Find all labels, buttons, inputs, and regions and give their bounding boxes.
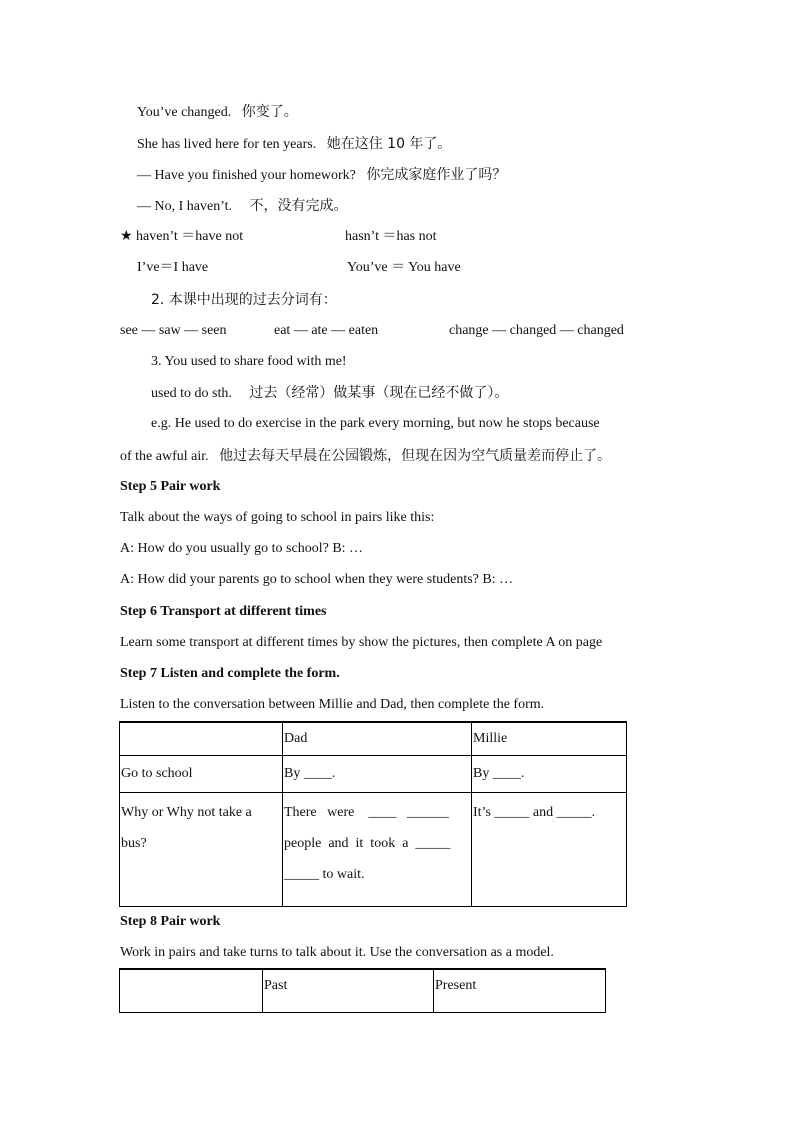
used-to-example-cont [120, 447, 611, 466]
row-label-why-line2: bus? [121, 836, 147, 851]
step7-form-table [119, 721, 627, 907]
step5-heading: Step 5 Pair work [120, 479, 221, 494]
used-to-definition [151, 384, 508, 403]
header-cell-dad: Dad [283, 722, 472, 756]
row-label-why [120, 793, 283, 907]
header-cell-empty [120, 969, 263, 1012]
contraction-hasnt: hasn’t ＝has not [345, 229, 437, 244]
step8-text: Work in pairs and take turns to talk about it. Use the conversation as a model. [120, 945, 554, 960]
example-english: She has lived here for ten years. [137, 137, 317, 152]
contraction-havent: ★ haven’t ＝have not [120, 229, 244, 244]
step6-text: Learn some transport at different times by show the pictures, then complete A on page [120, 635, 603, 650]
step7-text: Listen to the conversation between Millie and Dad, then complete the form. [120, 697, 545, 712]
example-english: — Have you finished your homework? [137, 168, 356, 183]
example-english: — No, I haven’t. [137, 199, 232, 214]
definition-chinese: 过去（经常）做某事（现在已经不做了）。 [249, 385, 509, 401]
header-cell-past: Past [263, 969, 434, 1012]
contraction-youve: You’ve ＝ You have [347, 260, 461, 275]
step8-table [119, 968, 606, 1013]
header-cell-empty [120, 722, 283, 756]
row-label-go-to-school: Go to school [120, 756, 283, 793]
dad-reason-line2: people and it took a _____ [284, 836, 451, 851]
participle-eat: eat — ate — eaten [274, 323, 379, 338]
example-chinese: 你完成家庭作业了吗？ [366, 167, 507, 183]
example-chinese: 你变了。 [241, 104, 298, 120]
step6-heading: Step 6 Transport at different times [120, 604, 327, 619]
dad-reason-line3: _____ to wait. [284, 867, 365, 882]
example-chinese: 她在这住 10 年了。 [326, 136, 452, 152]
step7-heading: Step 7 Listen and complete the form. [120, 666, 340, 681]
example-english: You’ve changed. [137, 105, 232, 120]
example-line-3 [137, 166, 506, 185]
row-label-why-line1: Why or Why not take a [121, 805, 252, 820]
contraction-ive: I’ve＝I have [137, 260, 209, 275]
participle-see: see — saw — seen [120, 323, 227, 338]
used-to-example: e.g. He used to do exercise in the park every morning, but now he stops because [151, 416, 600, 431]
header-cell-millie: Millie [472, 722, 627, 756]
step8-heading: Step 8 Pair work [120, 914, 221, 929]
example-chinese: 他过去每天早晨在公园锻炼，但现在因为空气质量差而停止了。 [219, 448, 612, 464]
step5-question-2: A: How did your parents go to school when they were students? B: … [120, 572, 514, 587]
step5-question-1: A: How do you usually go to school? B: … [120, 541, 364, 556]
dad-reason-blank[interactable] [283, 793, 472, 907]
millie-reason-blank[interactable]: It’s _____ and _____. [472, 793, 627, 907]
definition-english: used to do sth. [151, 386, 232, 401]
example-line-4 [137, 197, 348, 216]
note-2-title: 2. 本课中出现的过去分词有： [151, 292, 337, 308]
example-line-2 [137, 135, 451, 154]
example-english: of the awful air. [120, 449, 209, 464]
note-3-title: 3. You used to share food with me! [151, 354, 347, 369]
millie-transport-blank[interactable]: By ____. [472, 756, 627, 793]
header-cell-present: Present [434, 969, 606, 1012]
example-line-1 [137, 103, 298, 122]
dad-transport-blank[interactable]: By ____. [283, 756, 472, 793]
step5-text: Talk about the ways of going to school in pairs like this: [120, 510, 435, 525]
participle-change: change — changed — changed [449, 323, 624, 338]
example-chinese: 不，没有完成。 [249, 198, 348, 214]
dad-reason-line1: There were ____ ______ [284, 805, 449, 820]
